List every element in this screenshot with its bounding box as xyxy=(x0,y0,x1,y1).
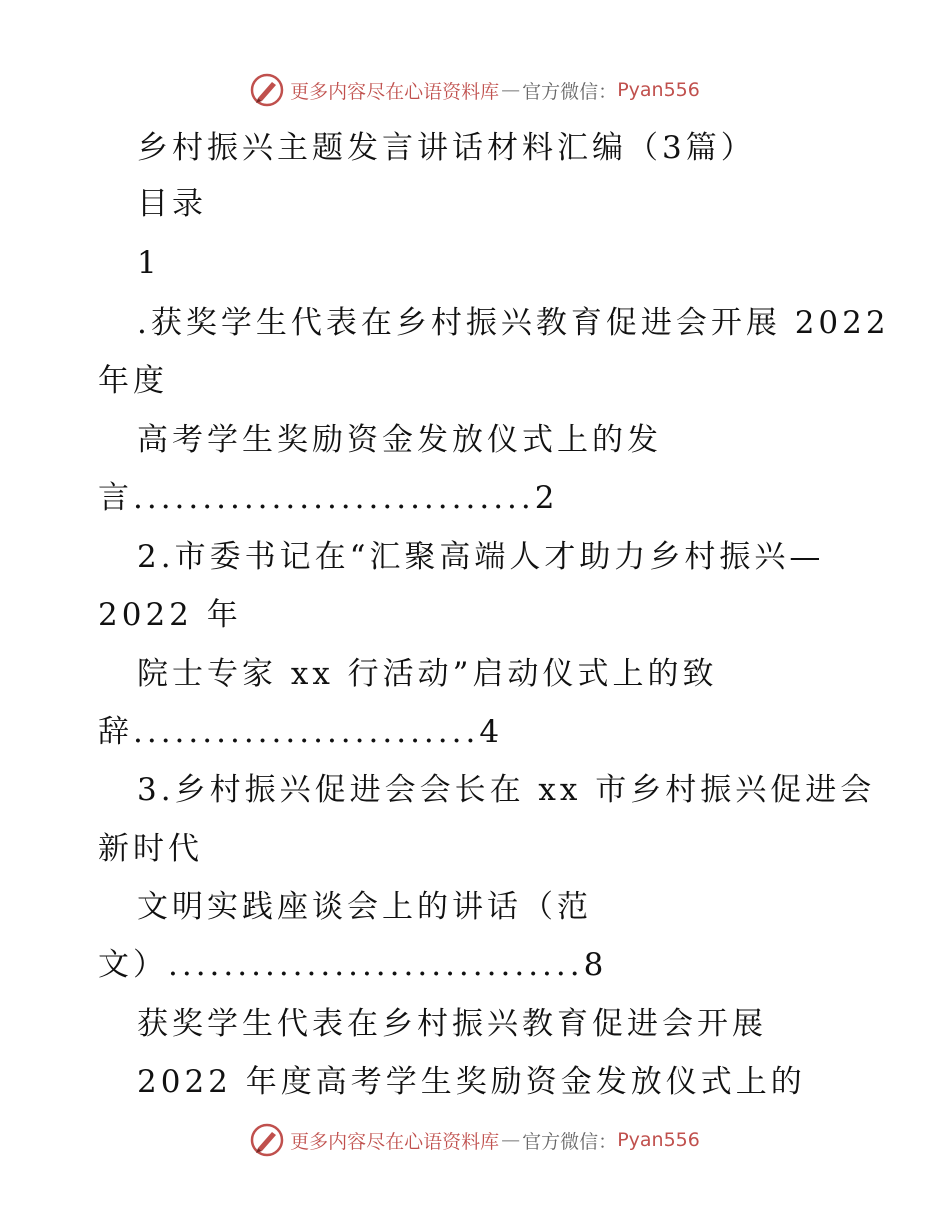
body-line: 2022 年度高考学生奖励资金发放仪式上的 xyxy=(137,1064,806,1100)
toc-line: 文）..............................8 xyxy=(98,947,608,983)
toc-line: 高考学生奖励资金发放仪式上的发 xyxy=(137,422,662,458)
banner-main-text: 更多内容尽在心语资料库 xyxy=(290,1130,500,1153)
header-watermark xyxy=(0,70,950,110)
toc-line: .获奖学生代表在乡村振兴教育促进会开展 2022 xyxy=(137,305,890,341)
toc-line: 新时代 xyxy=(98,831,203,867)
body-line: 获奖学生代表在乡村振兴教育促进会开展 xyxy=(137,1006,767,1042)
toc-line: 辞.........................4 xyxy=(98,714,504,750)
toc-line: 2.市委书记在“汇聚高端人才助力乡村振兴— xyxy=(137,539,825,575)
footer-watermark xyxy=(0,1120,950,1160)
toc-line: 1 xyxy=(137,245,161,281)
banner-account: Pyan556 xyxy=(617,1129,700,1151)
banner-separator: — xyxy=(501,79,521,101)
toc-line: 3.乡村振兴促进会会长在 xx 市乡村振兴促进会 xyxy=(137,772,876,808)
banner-sub-text: 官方微信： xyxy=(522,80,618,103)
toc-line: 2022 年 xyxy=(98,597,242,633)
banner-account: Pyan556 xyxy=(617,79,700,101)
banner-separator: — xyxy=(501,1129,521,1151)
toc-line: 言.............................2 xyxy=(98,480,559,516)
banner-sub-text: 官方微信： xyxy=(522,1130,618,1153)
toc-heading: 目录 xyxy=(137,186,207,222)
toc-line: 年度 xyxy=(98,363,168,399)
pen-logo-icon xyxy=(250,1123,284,1157)
toc-line: 院士专家 xx 行活动”启动仪式上的致 xyxy=(137,656,718,692)
banner-main-text: 更多内容尽在心语资料库 xyxy=(290,80,500,103)
pen-logo-icon xyxy=(250,73,284,107)
document-title: 乡村振兴主题发言讲话材料汇编（3篇） xyxy=(137,130,756,166)
toc-line: 文明实践座谈会上的讲话（范 xyxy=(137,889,592,925)
